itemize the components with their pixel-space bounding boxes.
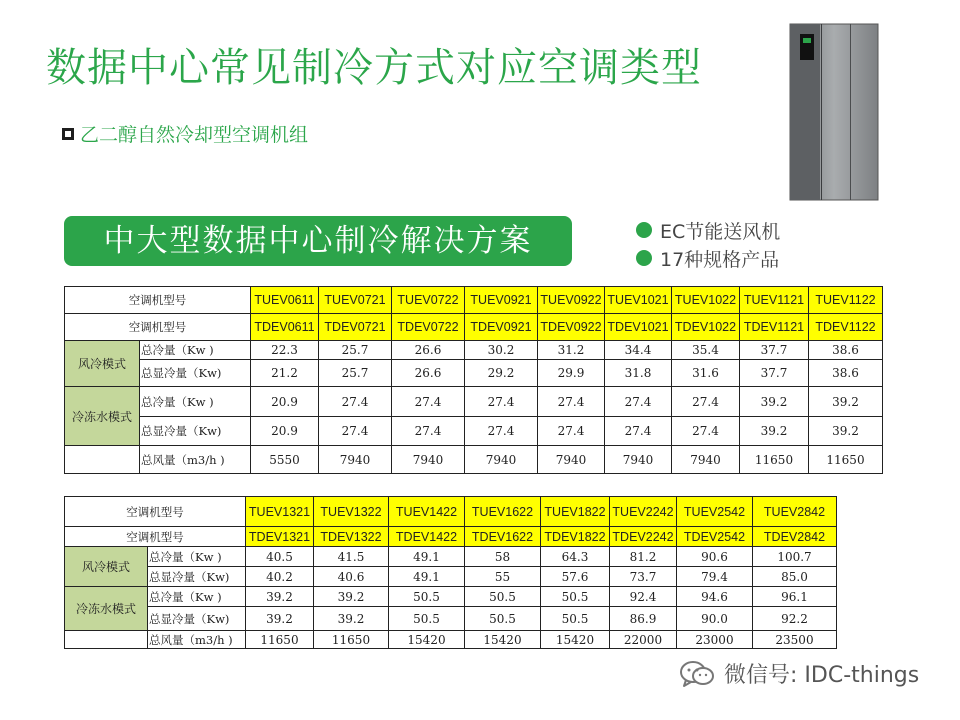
value-cell: 31.6 (672, 360, 740, 387)
model-cell: TDEV0921 (465, 314, 538, 341)
value-cell: 7940 (538, 446, 605, 474)
value-cell: 27.4 (538, 387, 605, 417)
value-cell: 11650 (246, 631, 314, 649)
table-row (65, 341, 883, 360)
model-cell: TUEV1022 (672, 287, 740, 314)
blank-cell (65, 446, 140, 474)
wechat-watermark (678, 658, 919, 689)
value-cell: 30.2 (465, 341, 538, 360)
param-label: 总冷量（Kw ) (148, 587, 246, 607)
model-cell: TDEV2542 (677, 527, 753, 547)
feature-item (636, 244, 780, 272)
table-row (65, 497, 837, 527)
value-cell: 41.5 (314, 547, 389, 567)
value-cell: 39.2 (314, 587, 389, 607)
model-cell: TUEV0921 (465, 287, 538, 314)
feature-item (636, 216, 780, 244)
value-cell: 27.4 (465, 417, 538, 446)
model-cell: TUEV1622 (465, 497, 541, 527)
feature-text: 17种规格产品 (660, 248, 780, 271)
value-cell: 27.4 (319, 417, 392, 446)
value-cell: 39.2 (809, 417, 883, 446)
value-cell: 11650 (314, 631, 389, 649)
value-cell: 5550 (251, 446, 319, 474)
value-cell: 37.7 (740, 360, 809, 387)
param-label: 总显冷量（Kw) (148, 607, 246, 631)
value-cell: 55 (465, 567, 541, 587)
value-cell: 20.9 (251, 387, 319, 417)
value-cell: 86.9 (610, 607, 677, 631)
value-cell: 27.4 (605, 417, 672, 446)
mode-cell-air: 风冷模式 (65, 547, 148, 587)
model-cell: TDEV2242 (610, 527, 677, 547)
param-label: 总冷量（Kw ) (140, 387, 251, 417)
value-cell: 7940 (465, 446, 538, 474)
table-row (65, 527, 837, 547)
mode-cell-air: 风冷模式 (65, 341, 140, 387)
header-label: 空调机型号 (65, 287, 251, 314)
model-cell: TDEV1121 (740, 314, 809, 341)
model-cell: TDEV1622 (465, 527, 541, 547)
blank-cell (65, 631, 148, 649)
value-cell: 92.4 (610, 587, 677, 607)
model-cell: TUEV2842 (753, 497, 837, 527)
mode-cell-chilled: 冷冻水模式 (65, 387, 140, 446)
value-cell: 50.5 (541, 587, 610, 607)
value-cell: 35.4 (672, 341, 740, 360)
spec-table-2 (64, 496, 837, 649)
feature-text: EC节能送风机 (660, 220, 781, 243)
value-cell: 15420 (465, 631, 541, 649)
value-cell: 90.6 (677, 547, 753, 567)
model-cell: TDEV0721 (319, 314, 392, 341)
table-row (65, 417, 883, 446)
wechat-icon (678, 659, 716, 689)
value-cell: 7940 (392, 446, 465, 474)
param-label: 总显冷量（Kw) (148, 567, 246, 587)
value-cell: 39.2 (740, 387, 809, 417)
bullet-dot-icon (636, 222, 652, 238)
model-cell: TUEV0611 (251, 287, 319, 314)
value-cell: 92.2 (753, 607, 837, 631)
value-cell: 7940 (319, 446, 392, 474)
param-label: 总冷量（Kw ) (140, 341, 251, 360)
value-cell: 15420 (389, 631, 465, 649)
model-cell: TDEV1822 (541, 527, 610, 547)
table-row (65, 587, 837, 607)
value-cell: 25.7 (319, 341, 392, 360)
model-cell: TUEV1422 (389, 497, 465, 527)
value-cell: 11650 (809, 446, 883, 474)
value-cell: 26.6 (392, 341, 465, 360)
value-cell: 23500 (753, 631, 837, 649)
table-row (65, 387, 883, 417)
value-cell: 7940 (605, 446, 672, 474)
bullet-dot-icon (636, 250, 652, 266)
value-cell: 20.9 (251, 417, 319, 446)
value-cell: 94.6 (677, 587, 753, 607)
header-label: 空调机型号 (65, 314, 251, 341)
model-cell: TUEV2542 (677, 497, 753, 527)
value-cell: 38.6 (809, 360, 883, 387)
model-cell: TUEV0721 (319, 287, 392, 314)
solution-banner: 中大型数据中心制冷解决方案 (64, 216, 572, 266)
value-cell: 25.7 (319, 360, 392, 387)
header-label: 空调机型号 (65, 497, 246, 527)
value-cell: 39.2 (314, 607, 389, 631)
value-cell: 27.4 (392, 387, 465, 417)
table-row (65, 314, 883, 341)
table-row (65, 547, 837, 567)
value-cell: 49.1 (389, 567, 465, 587)
model-cell: TDEV0922 (538, 314, 605, 341)
param-label: 总显冷量（Kw) (140, 360, 251, 387)
value-cell: 27.4 (605, 387, 672, 417)
value-cell: 29.9 (538, 360, 605, 387)
value-cell: 40.5 (246, 547, 314, 567)
value-cell: 38.6 (809, 341, 883, 360)
model-cell: TDEV1422 (389, 527, 465, 547)
param-label: 总显冷量（Kw) (140, 417, 251, 446)
model-cell: TUEV1321 (246, 497, 314, 527)
square-bullet-icon (62, 128, 74, 140)
model-cell: TUEV0722 (392, 287, 465, 314)
value-cell: 58 (465, 547, 541, 567)
value-cell: 27.4 (538, 417, 605, 446)
mode-cell-chilled: 冷冻水模式 (65, 587, 148, 631)
table-row (65, 446, 883, 474)
value-cell: 50.5 (389, 587, 465, 607)
value-cell: 50.5 (541, 607, 610, 631)
table-row (65, 607, 837, 631)
value-cell: 15420 (541, 631, 610, 649)
header-label: 空调机型号 (65, 527, 246, 547)
model-cell: TUEV1021 (605, 287, 672, 314)
value-cell: 50.5 (389, 607, 465, 631)
section-subtitle (62, 120, 308, 147)
value-cell: 29.2 (465, 360, 538, 387)
value-cell: 23000 (677, 631, 753, 649)
value-cell: 22000 (610, 631, 677, 649)
value-cell: 27.4 (392, 417, 465, 446)
value-cell: 49.1 (389, 547, 465, 567)
value-cell: 39.2 (246, 587, 314, 607)
model-cell: TUEV1121 (740, 287, 809, 314)
model-cell: TDEV2842 (753, 527, 837, 547)
feature-list (636, 216, 780, 272)
page-title: 数据中心常见制冷方式对应空调类型 (46, 45, 702, 91)
value-cell: 73.7 (610, 567, 677, 587)
param-label: 总冷量（Kw ) (148, 547, 246, 567)
value-cell: 34.4 (605, 341, 672, 360)
value-cell: 27.4 (672, 417, 740, 446)
value-cell: 31.2 (538, 341, 605, 360)
value-cell: 57.6 (541, 567, 610, 587)
value-cell: 50.5 (465, 587, 541, 607)
value-cell: 79.4 (677, 567, 753, 587)
value-cell: 39.2 (809, 387, 883, 417)
value-cell: 26.6 (392, 360, 465, 387)
value-cell: 11650 (740, 446, 809, 474)
model-cell: TDEV1122 (809, 314, 883, 341)
table-row (65, 631, 837, 649)
value-cell: 40.2 (246, 567, 314, 587)
model-cell: TUEV2242 (610, 497, 677, 527)
value-cell: 37.7 (740, 341, 809, 360)
model-cell: TUEV1322 (314, 497, 389, 527)
subtitle-text: 乙二醇自然冷却型空调机组 (80, 124, 309, 146)
value-cell: 27.4 (672, 387, 740, 417)
value-cell: 27.4 (465, 387, 538, 417)
value-cell: 85.0 (753, 567, 837, 587)
model-cell: TUEV1822 (541, 497, 610, 527)
value-cell: 96.1 (753, 587, 837, 607)
air-conditioner-cabinet-image (788, 22, 880, 202)
model-cell: TDEV1322 (314, 527, 389, 547)
param-label: 总风量（m3/h ) (140, 446, 251, 474)
value-cell: 64.3 (541, 547, 610, 567)
table-row (65, 567, 837, 587)
model-cell: TDEV1022 (672, 314, 740, 341)
model-cell: TDEV0611 (251, 314, 319, 341)
model-cell: TDEV0722 (392, 314, 465, 341)
value-cell: 7940 (672, 446, 740, 474)
value-cell: 39.2 (740, 417, 809, 446)
table-row (65, 360, 883, 387)
table-row (65, 287, 883, 314)
value-cell: 90.0 (677, 607, 753, 631)
value-cell: 39.2 (246, 607, 314, 631)
value-cell: 40.6 (314, 567, 389, 587)
watermark-text: 微信号: IDC-things (724, 663, 920, 688)
model-cell: TDEV1021 (605, 314, 672, 341)
value-cell: 50.5 (465, 607, 541, 631)
value-cell: 81.2 (610, 547, 677, 567)
model-cell: TUEV0922 (538, 287, 605, 314)
model-cell: TDEV1321 (246, 527, 314, 547)
param-label: 总风量（m3/h ) (148, 631, 246, 649)
value-cell: 22.3 (251, 341, 319, 360)
value-cell: 31.8 (605, 360, 672, 387)
spec-table-1 (64, 286, 883, 474)
model-cell: TUEV1122 (809, 287, 883, 314)
value-cell: 21.2 (251, 360, 319, 387)
value-cell: 27.4 (319, 387, 392, 417)
value-cell: 100.7 (753, 547, 837, 567)
